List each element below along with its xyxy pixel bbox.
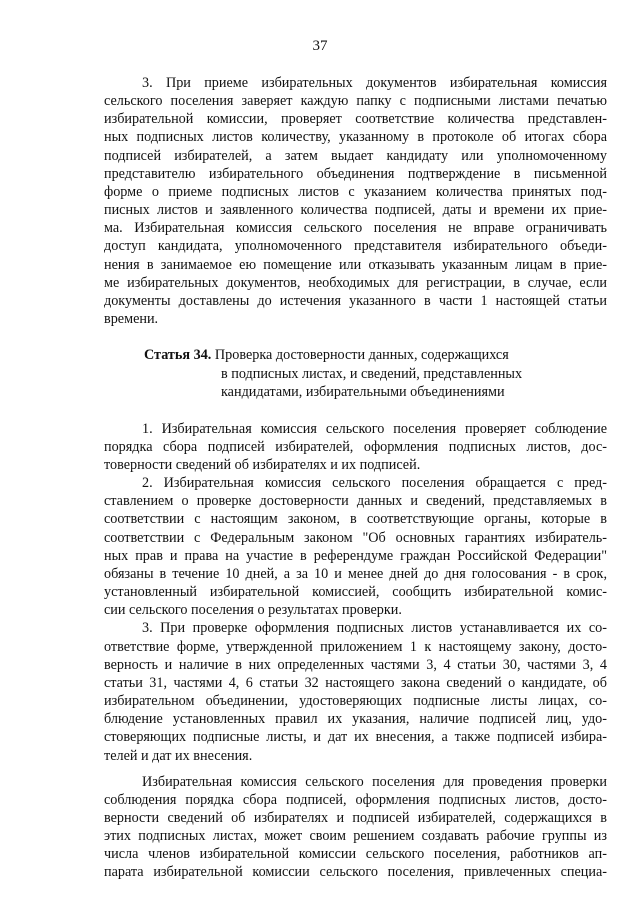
text-line: верности сведений об избирателях и подписей избирателей, содержащихся в — [104, 809, 607, 826]
text-line: подписей избирателей, а затем выдает кандидату или уполномоченному — [104, 147, 607, 164]
text-line: писных листов и заявленного количества подписей, даты и времени их прие- — [104, 202, 607, 219]
article-title-line: кандидатами, избирательными объединениями — [221, 384, 505, 401]
text-line: ных прав и права на участие в референдуме граждан Российской Федерации" — [104, 547, 607, 564]
text-line: сии сельского поселения о результатах проверки. — [104, 602, 402, 619]
text-line: 2. Избирательная комиссия сельского поселения обращается с пред- — [142, 475, 607, 492]
article-title-line: Проверка достоверности данных, содержащихся — [214, 347, 509, 364]
text-line: обязаны в течение 10 дней, а за 10 и менее дней до дня голосования - в срок, — [104, 565, 607, 582]
text-line: доступ кандидата, уполномоченного представителя избирательного объеди- — [104, 238, 607, 255]
text-line: числа членов избирательной комиссии сельского поселения, работников ап- — [104, 846, 607, 863]
text-line: парата избирательной комиссии сельского поселения, привлеченных специа- — [104, 864, 607, 881]
paragraph-article-3 — [104, 619, 607, 764]
text-line: этих подписных листах, может своим решением создавать рабочие группы из — [104, 828, 607, 845]
text-line: форме о приеме подписных листов с указанием количества принятых под- — [104, 183, 607, 200]
text-line: 1. Избирательная комиссия сельского поселения проверяет соблюдение — [142, 420, 607, 437]
text-line: представителю избирательного объединения подтверждение в письменной — [104, 165, 607, 182]
text-line: телей и дат их внесения. — [104, 747, 253, 764]
article-heading — [144, 346, 607, 402]
text-line: верность и наличие в них определенных частями 3, 4 статьи 30, частями 3, 4 — [104, 656, 607, 673]
text-line: стоверяющих подписные листы, и дат их внесения, а также подписей избира- — [104, 729, 607, 746]
document-body — [104, 74, 607, 882]
paragraph-article-4 — [104, 773, 607, 882]
text-line: порядка сбора подписей избирателей, оформления подписных листов, дос- — [104, 438, 607, 455]
text-line: времени. — [104, 311, 159, 328]
text-line: ных подписных листов количеству, указанному в протоколе об итогах сбора — [104, 129, 607, 146]
text-line: ставлением о проверке достоверности данных и сведений, представляемых в — [104, 493, 607, 510]
article-label: Статья 34. — [144, 347, 212, 364]
text-line: нения в занимаемое ею помещение или отказывать указанным лицам в прие- — [104, 256, 607, 273]
text-line: избирательном объединении, удостоверяющих подписные листы лицах, со- — [104, 693, 607, 710]
text-line: блюдение установленных правил их указания, наличие подписей лиц, удо- — [104, 711, 607, 728]
text-line: Избирательная комиссия сельского поселения для проведения проверки — [142, 773, 607, 790]
text-line: соблюдения порядка сбора подписей, оформления подписных листов, досто- — [104, 791, 607, 808]
text-line: сельского поселения заверяет каждую папку с подписными листами печатью — [104, 93, 607, 110]
paragraph-article-2 — [104, 474, 607, 619]
text-line: 3. При приеме избирательных документов избирательная комиссия — [142, 75, 607, 91]
text-line: соответствии с Федеральным законом "Об основных гарантиях избиратель- — [104, 529, 607, 546]
text-line: избирательной комиссии, проверяет соответствие количества представлен- — [104, 111, 607, 128]
paragraph-document-receipt — [104, 74, 607, 328]
page-number: 37 — [312, 38, 328, 54]
text-line: ответствие форме, утвержденной приложением 1 к настоящему закону, досто- — [104, 638, 607, 655]
text-line: статьи 31, частями 4, 6 статьи 32 настоящего закона сведений о кандидате, об — [104, 674, 607, 691]
text-line: соответствии с настоящим законом, в соответствующие органы, которые в — [104, 511, 607, 528]
text-line: 3. При проверке оформления подписных листов устанавливается их со- — [142, 620, 607, 637]
text-line: установленный избирательной комиссией, сообщить избирательной комис- — [104, 584, 607, 601]
text-line: документы доставлены до истечения указанного в части 1 настоящей статьи — [104, 292, 607, 309]
article-title-line: в подписных листах, и сведений, представленных — [221, 365, 523, 382]
text-line: ма. Избирательная комиссия сельского поселения не вправе ограничивать — [104, 220, 607, 237]
text-line: товерности сведений об избирателях и их подписей. — [104, 457, 421, 473]
paragraph-article-1 — [104, 420, 607, 474]
text-line: ме избирательных документов, необходимых для регистрации, в случае, если — [104, 274, 607, 291]
